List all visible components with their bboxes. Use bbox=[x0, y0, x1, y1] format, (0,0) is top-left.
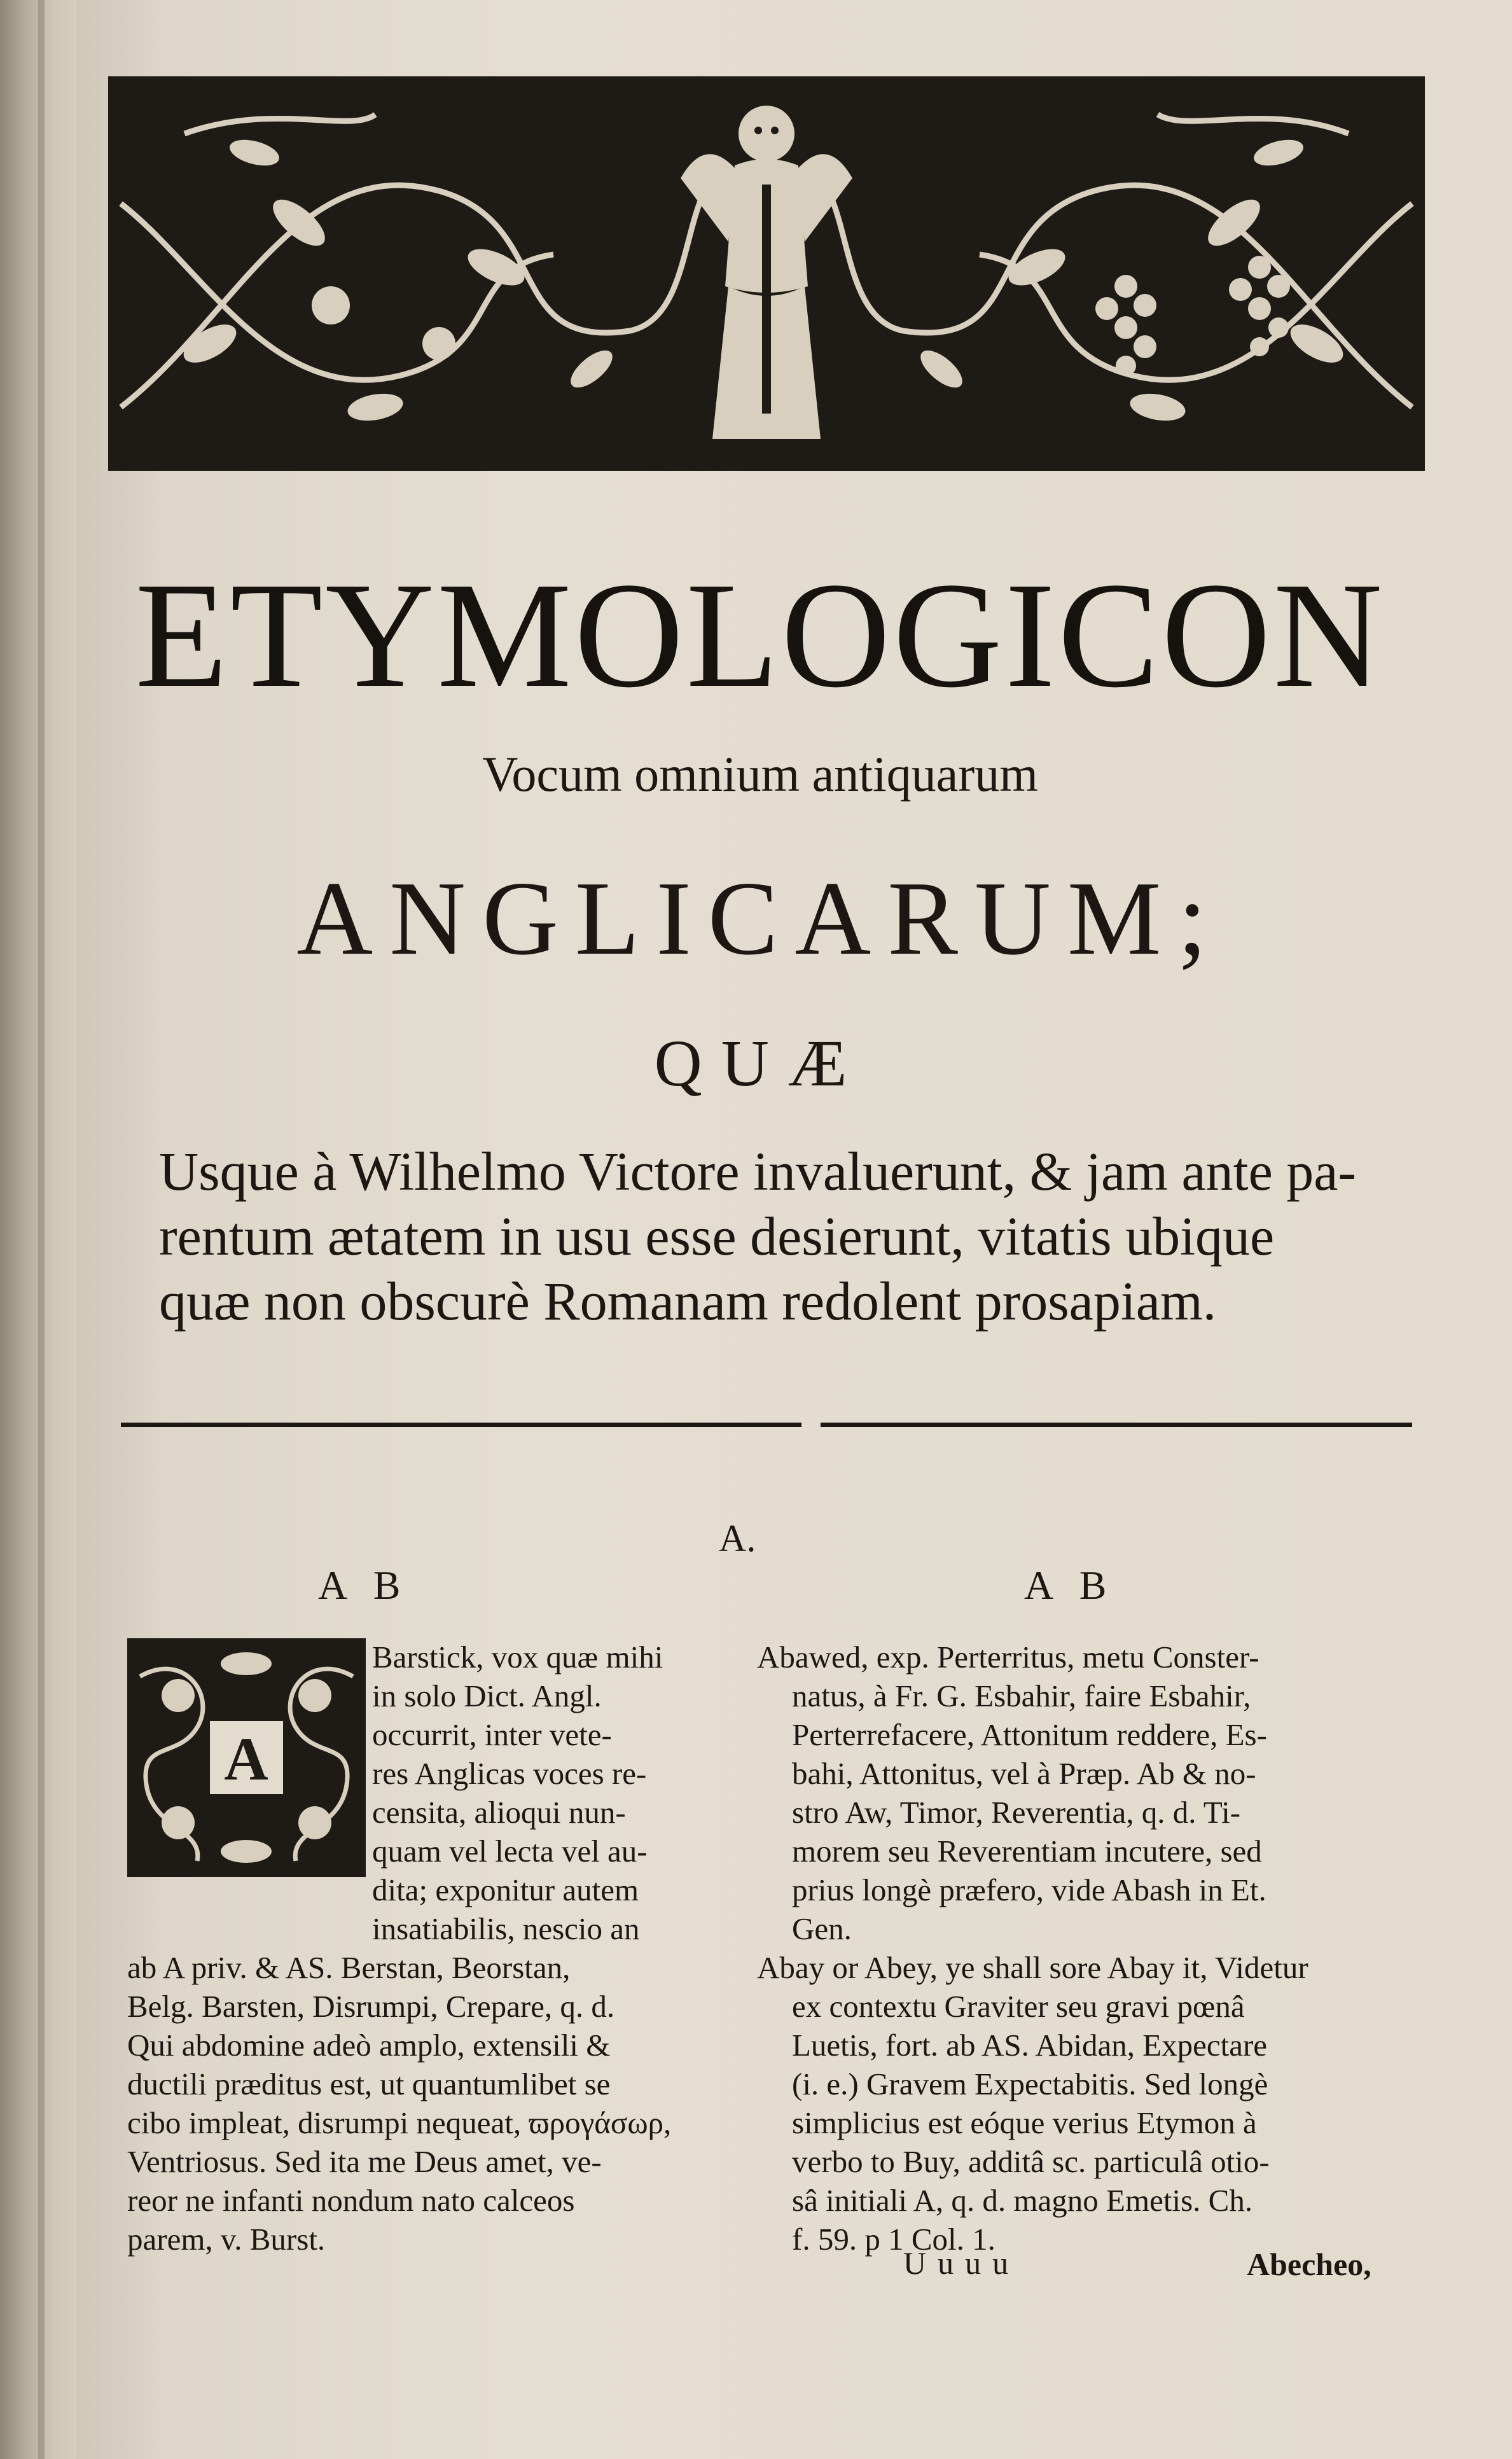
letter-section-heading: A. bbox=[719, 1517, 756, 1559]
left-line-5: censita, alioqui nun- bbox=[372, 1795, 626, 1830]
right-column bbox=[757, 1638, 1393, 2259]
divider-rule-left bbox=[121, 1423, 801, 1427]
right-line-8: Gen. bbox=[792, 1911, 852, 1946]
left-line-1: Barstick, vox quæ mihi bbox=[372, 1640, 663, 1675]
intro-line-2: rentum ætatem in usu esse desierunt, vitatis ubique bbox=[159, 1206, 1275, 1267]
subject-heading: ANGLICARUM; bbox=[296, 860, 1224, 977]
column-header-left: A B bbox=[318, 1563, 410, 1608]
left-line-13: cibo impleat, disrumpi nequeat, ϖρογάσωρ, bbox=[127, 2105, 672, 2140]
right-line-1: Abawed, exp. Perterritus, metu Conster- bbox=[757, 1640, 1259, 1675]
left-line-9: ab A priv. & AS. Berstan, Beorstan, bbox=[127, 1950, 571, 1985]
left-line-2: in solo Dict. Angl. bbox=[372, 1678, 602, 1713]
catchword: Abecheo, bbox=[1247, 2247, 1371, 2282]
left-line-6: quam vel lecta vel au- bbox=[372, 1834, 648, 1869]
right-line-14: verbo to Buy, additâ sc. particulâ otio- bbox=[792, 2144, 1270, 2179]
book-title: ETYMOLOGICON bbox=[135, 552, 1385, 719]
right-line-12: (i. e.) Gravem Expectabitis. Sed longè bbox=[792, 2066, 1268, 2101]
left-line-14: Ventriosus. Sed ita me Deus amet, ve- bbox=[127, 2144, 602, 2179]
initial-letter: A bbox=[224, 1725, 268, 1793]
left-line-16: parem, v. Burst. bbox=[127, 2222, 326, 2257]
right-line-15: sâ initiali A, q. d. magno Emetis. Ch. bbox=[792, 2183, 1253, 2218]
right-line-2: natus, à Fr. G. Esbahir, faire Esbahir, bbox=[792, 1678, 1251, 1713]
right-line-9: Abay or Abey, ye shall sore Abay it, Videtur bbox=[757, 1950, 1308, 1985]
column-header-right: A B bbox=[1024, 1563, 1116, 1608]
right-line-13: simplicius est eóque verius Etymon à bbox=[792, 2105, 1257, 2140]
left-line-3: occurrit, inter vete- bbox=[372, 1717, 612, 1752]
right-line-4: bahi, Attonitus, vel à Præp. Ab & no- bbox=[792, 1756, 1256, 1791]
right-line-3: Perterrefacere, Attonitum reddere, Es- bbox=[792, 1717, 1267, 1752]
left-line-15: reor ne infanti nondum nato calceos bbox=[127, 2183, 575, 2218]
divider-rule-right bbox=[821, 1423, 1412, 1427]
intro-line-1: Usque à Wilhelmo Victore invaluerunt, & jam ante pa- bbox=[159, 1141, 1357, 1202]
quae-heading: QUÆ bbox=[654, 1027, 866, 1100]
left-line-8: insatiabilis, nescio an bbox=[372, 1911, 640, 1946]
intro-line-3: quæ non obscurè Romanam redolent prosapiam. bbox=[159, 1271, 1217, 1332]
page-edge bbox=[38, 0, 45, 2459]
left-line-4: res Anglicas voces re- bbox=[372, 1756, 647, 1791]
left-line-7: dita; exponitur autem bbox=[372, 1872, 639, 1907]
signature-mark: Uuuu bbox=[903, 2245, 1020, 2281]
left-line-10: Belg. Barsten, Disrumpi, Crepare, q. d. bbox=[127, 1989, 615, 2024]
right-line-10: ex contextu Graviter seu gravi pœnâ bbox=[792, 1989, 1245, 2024]
intro-paragraph bbox=[159, 1139, 1399, 1334]
woodcut-headpiece bbox=[108, 76, 1425, 471]
floral-vine-ornament-icon bbox=[108, 76, 1425, 471]
subtitle: Vocum omnium antiquarum bbox=[482, 746, 1038, 802]
left-column bbox=[127, 1638, 719, 2259]
left-line-11: Qui abdomine adeò amplo, extensili & bbox=[127, 2028, 611, 2063]
right-line-6: morem seu Reverentiam incutere, sed bbox=[792, 1834, 1262, 1869]
right-line-5: stro Aw, Timor, Reverentia, q. d. Ti- bbox=[792, 1795, 1241, 1830]
right-line-11: Luetis, fort. ab AS. Abidan, Expectare bbox=[792, 2028, 1268, 2063]
right-line-16: f. 59. p 1 Col. 1. bbox=[792, 2222, 995, 2257]
left-line-12: ductili præditus est, ut quantumlibet se bbox=[127, 2066, 611, 2101]
right-line-7: prius longè præfero, vide Abash in Et. bbox=[792, 1872, 1266, 1907]
